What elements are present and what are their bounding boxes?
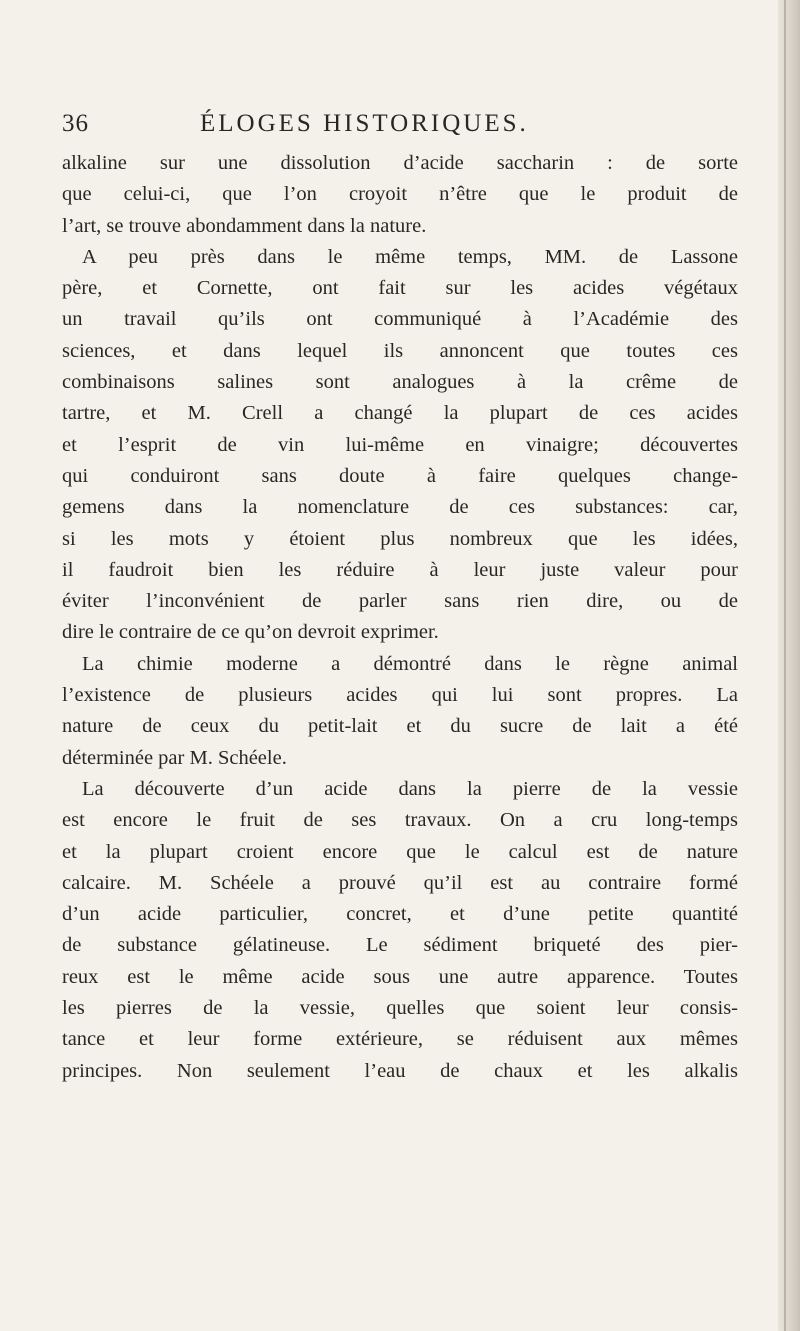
- text-line: les pierres de la vessie, quelles que soient leur consis-: [62, 997, 738, 1020]
- running-header: [62, 110, 752, 142]
- text-line: l’existence de plusieurs acides qui lui sont propres. La: [62, 684, 738, 707]
- page-number: 36: [62, 110, 89, 137]
- text-line: combinaisons salines sont analogues à la crême de: [62, 371, 738, 394]
- text-line: père, et Cornette, ont fait sur les acides végétaux: [62, 277, 738, 300]
- text-line: gemens dans la nomenclature de ces substances: car,: [62, 496, 738, 519]
- body-text: [62, 148, 738, 1087]
- text-line: que celui-ci, que l’on croyoit n’être que le produit de: [62, 183, 738, 206]
- page-edge-line: [784, 0, 786, 1331]
- text-line: est encore le fruit de ses travaux. On a cru long-temps: [62, 809, 738, 832]
- text-line: un travail qu’ils ont communiqué à l’Académie des: [62, 308, 738, 331]
- text-line: qui conduiront sans doute à faire quelques change-: [62, 464, 738, 487]
- text-line: nature de ceux du petit-lait et du sucre de lait a été: [62, 715, 738, 738]
- text-line: éviter l’inconvénient de parler sans rien dire, ou de: [62, 590, 738, 613]
- text-line: tance et leur forme extérieure, se réduisent aux mêmes: [62, 1028, 738, 1051]
- text-line: si les mots y étoient plus nombreux que les idées,: [62, 527, 738, 550]
- text-line: calcaire. M. Schéele a prouvé qu’il est au contraire formé: [62, 871, 738, 894]
- text-line: A peu près dans le même temps, MM. de Lassone: [82, 245, 738, 268]
- text-line: tartre, et M. Crell a changé la plupart de ces acides: [62, 402, 738, 425]
- text-line: La découverte d’un acide dans la pierre de la vessie: [82, 777, 738, 800]
- text-line: l’art, se trouve abondamment dans la nature.: [62, 214, 427, 237]
- text-line: il faudroit bien les réduire à leur juste valeur pour: [62, 558, 738, 581]
- text-line: sciences, et dans lequel ils annoncent que toutes ces: [62, 339, 738, 362]
- text-line: principes. Non seulement l’eau de chaux et les alkalis: [62, 1059, 738, 1082]
- text-line: dire le contraire de ce qu’on devroit exprimer.: [62, 621, 439, 644]
- text-line: déterminée par M. Schéele.: [62, 746, 287, 769]
- text-line: et l’esprit de vin lui-même en vinaigre; découvertes: [62, 433, 738, 456]
- text-line: alkaline sur une dissolution d’acide saccharin : de sorte: [62, 152, 738, 174]
- running-title: ÉLOGES HISTORIQUES.: [200, 110, 529, 137]
- text-line: d’un acide particulier, concret, et d’une petite quantité: [62, 903, 738, 926]
- page-edge-shadow: [778, 0, 800, 1331]
- text-line: reux est le même acide sous une autre apparence. Toutes: [62, 965, 738, 988]
- text-line: et la plupart croient encore que le calcul est de nature: [62, 840, 738, 863]
- text-line: La chimie moderne a démontré dans le règne animal: [82, 652, 738, 675]
- text-line: de substance gélatineuse. Le sédiment briqueté des pier-: [62, 934, 738, 957]
